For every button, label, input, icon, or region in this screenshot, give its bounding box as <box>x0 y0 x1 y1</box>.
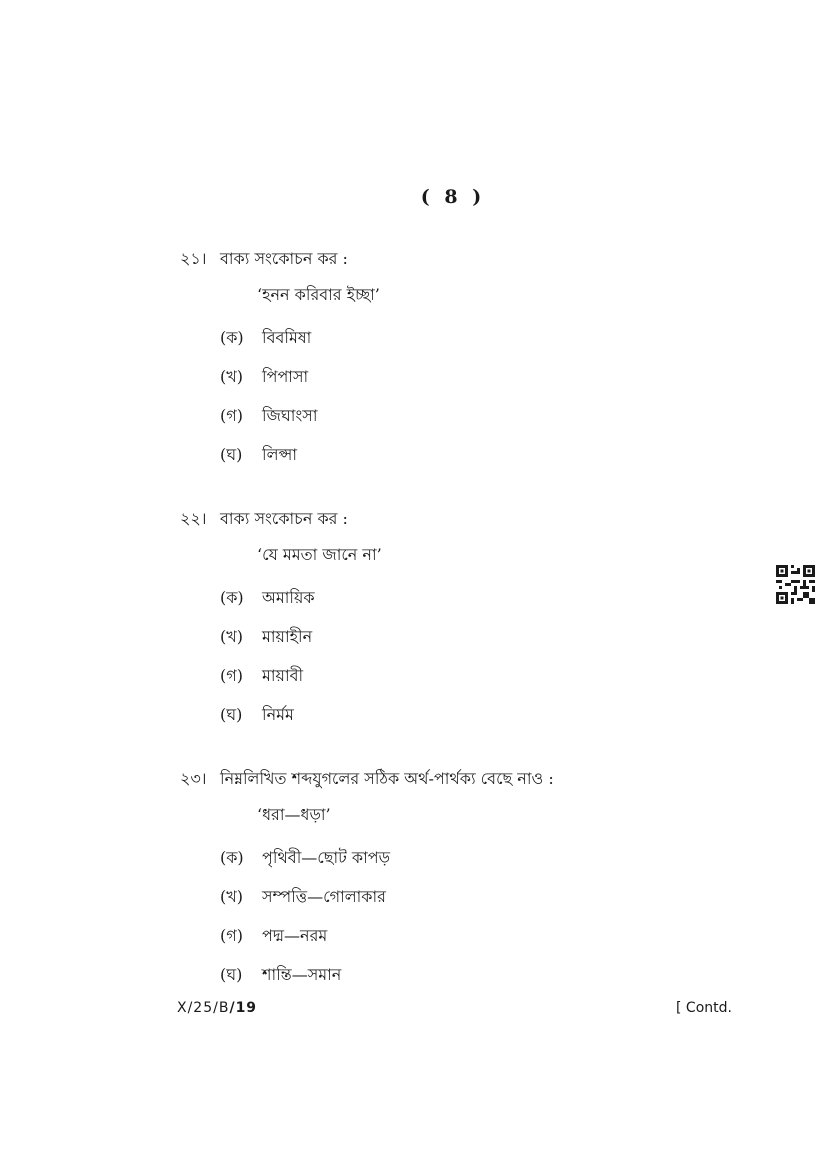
question-23 <box>180 764 780 994</box>
exam-code-suffix: /19 <box>229 1000 258 1016</box>
option-gha <box>180 695 780 734</box>
options-list <box>180 838 780 994</box>
option-ga <box>180 396 780 435</box>
continued-marker: [ Contd. <box>676 1000 732 1016</box>
option-gha <box>180 435 780 474</box>
exam-code <box>177 1000 257 1016</box>
option-label: (ঘ) <box>220 965 243 984</box>
question-header <box>180 504 780 534</box>
question-number: ২২। <box>180 509 207 528</box>
option-label: (ঘ) <box>220 445 243 464</box>
qr-code-icon <box>776 565 815 604</box>
exam-code-prefix: X/25/B <box>177 1000 230 1016</box>
question-stem: বাক্য সংকোচন কর : <box>220 509 348 528</box>
option-text: মায়াহীন <box>262 627 313 646</box>
option-text: নির্মম <box>262 705 294 724</box>
option-text: লিপ্সা <box>262 445 297 464</box>
option-label: (ঘ) <box>220 705 243 724</box>
option-text: মায়াবী <box>262 666 304 685</box>
options-list <box>180 318 780 474</box>
option-text: শান্তি—সমান <box>262 965 342 984</box>
option-label: (খ) <box>220 627 243 646</box>
question-number: ২১। <box>180 249 207 268</box>
option-label: (গ) <box>220 666 243 685</box>
option-label: (গ) <box>220 926 243 945</box>
question-stem: নিম্নলিখিত শব্দযুগলের সঠিক অর্থ-পার্থক্য বেছে নাও : <box>220 769 554 788</box>
option-label: (গ) <box>220 406 243 425</box>
option-text: পৃথিবী—ছোট কাপড় <box>262 848 391 867</box>
question-stem: বাক্য সংকোচন কর : <box>220 249 348 268</box>
option-label: (খ) <box>220 367 243 386</box>
option-text: বিবমিষা <box>262 328 312 347</box>
option-kha <box>180 877 780 916</box>
option-label: (ক) <box>220 588 244 607</box>
option-label: (ক) <box>220 848 244 867</box>
option-label: (খ) <box>220 887 243 906</box>
option-kha <box>180 357 780 396</box>
options-list <box>180 578 780 734</box>
question-phrase: ‘যে মমতা জানে না’ <box>257 545 382 564</box>
question-21 <box>180 244 780 474</box>
page-number: ( 8 ) <box>420 186 486 208</box>
option-text: পিপাসা <box>262 367 309 386</box>
option-text: পদ্ম—নরম <box>262 926 328 945</box>
question-phrase: ‘ধরা—ধড়া’ <box>257 805 331 824</box>
option-gha <box>180 955 780 994</box>
option-ga <box>180 656 780 695</box>
option-ka <box>180 838 780 877</box>
option-ka <box>180 318 780 357</box>
question-22 <box>180 504 780 734</box>
question-phrase: ‘হনন করিবার ইচ্ছা’ <box>257 285 380 304</box>
option-label: (ক) <box>220 328 244 347</box>
option-kha <box>180 617 780 656</box>
option-text: জিঘাংসা <box>262 406 318 425</box>
question-header <box>180 244 780 274</box>
option-text: সম্পত্তি—গোলাকার <box>262 887 386 906</box>
question-number: ২৩। <box>180 769 207 788</box>
question-header <box>180 764 780 794</box>
option-ga <box>180 916 780 955</box>
option-ka <box>180 578 780 617</box>
option-text: অমায়িক <box>262 588 315 607</box>
